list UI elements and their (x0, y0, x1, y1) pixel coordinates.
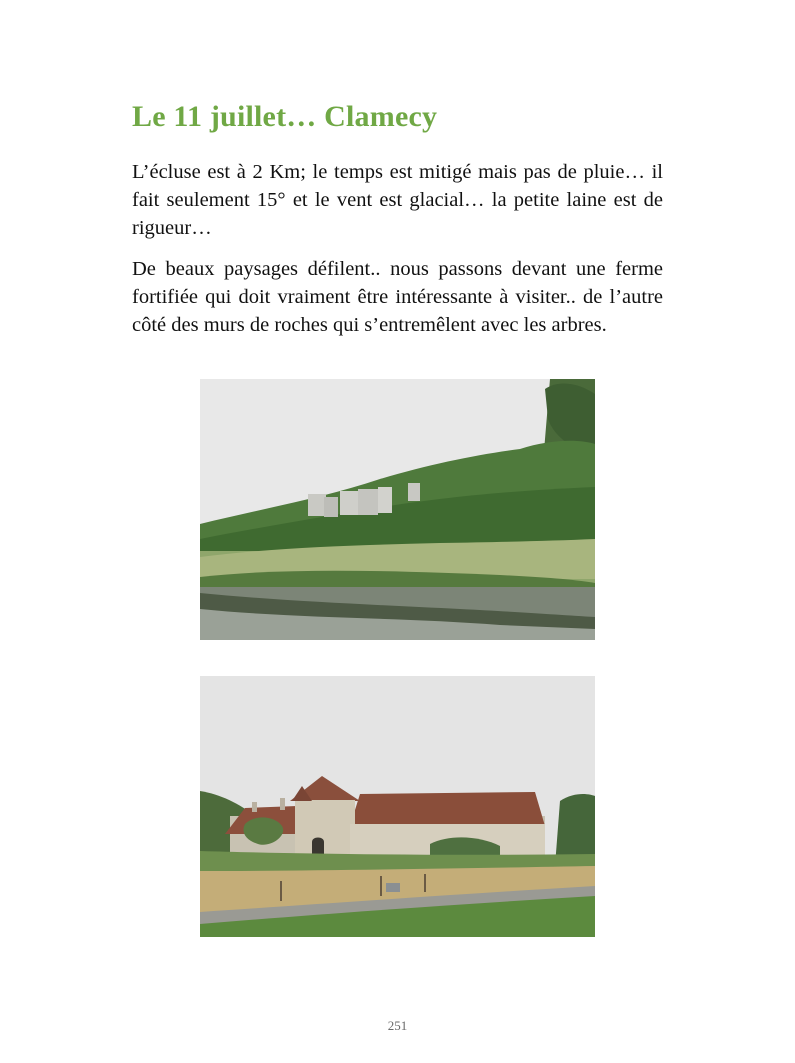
page-number: 251 (387, 1018, 408, 1033)
paragraph-landscape: De beaux paysages défilent.. nous passons devant une ferme fortifiée qui doit vraiment être intéressante à visiter.. de l’autre côté des murs de roches qui s’entremêlent avec les arbres. (132, 258, 663, 336)
paragraph-lock: L’écluse est à 2 Km; le temps est mitigé mais pas de pluie… il fait seulement 15° et le vent est glacial… la petite laine est de rigueur… (132, 161, 663, 239)
photo-fortified-farm (200, 676, 595, 937)
page-title: Le 11 juillet… Clamecy (132, 100, 438, 133)
photo-canal-rocky-cliffs (200, 379, 595, 640)
